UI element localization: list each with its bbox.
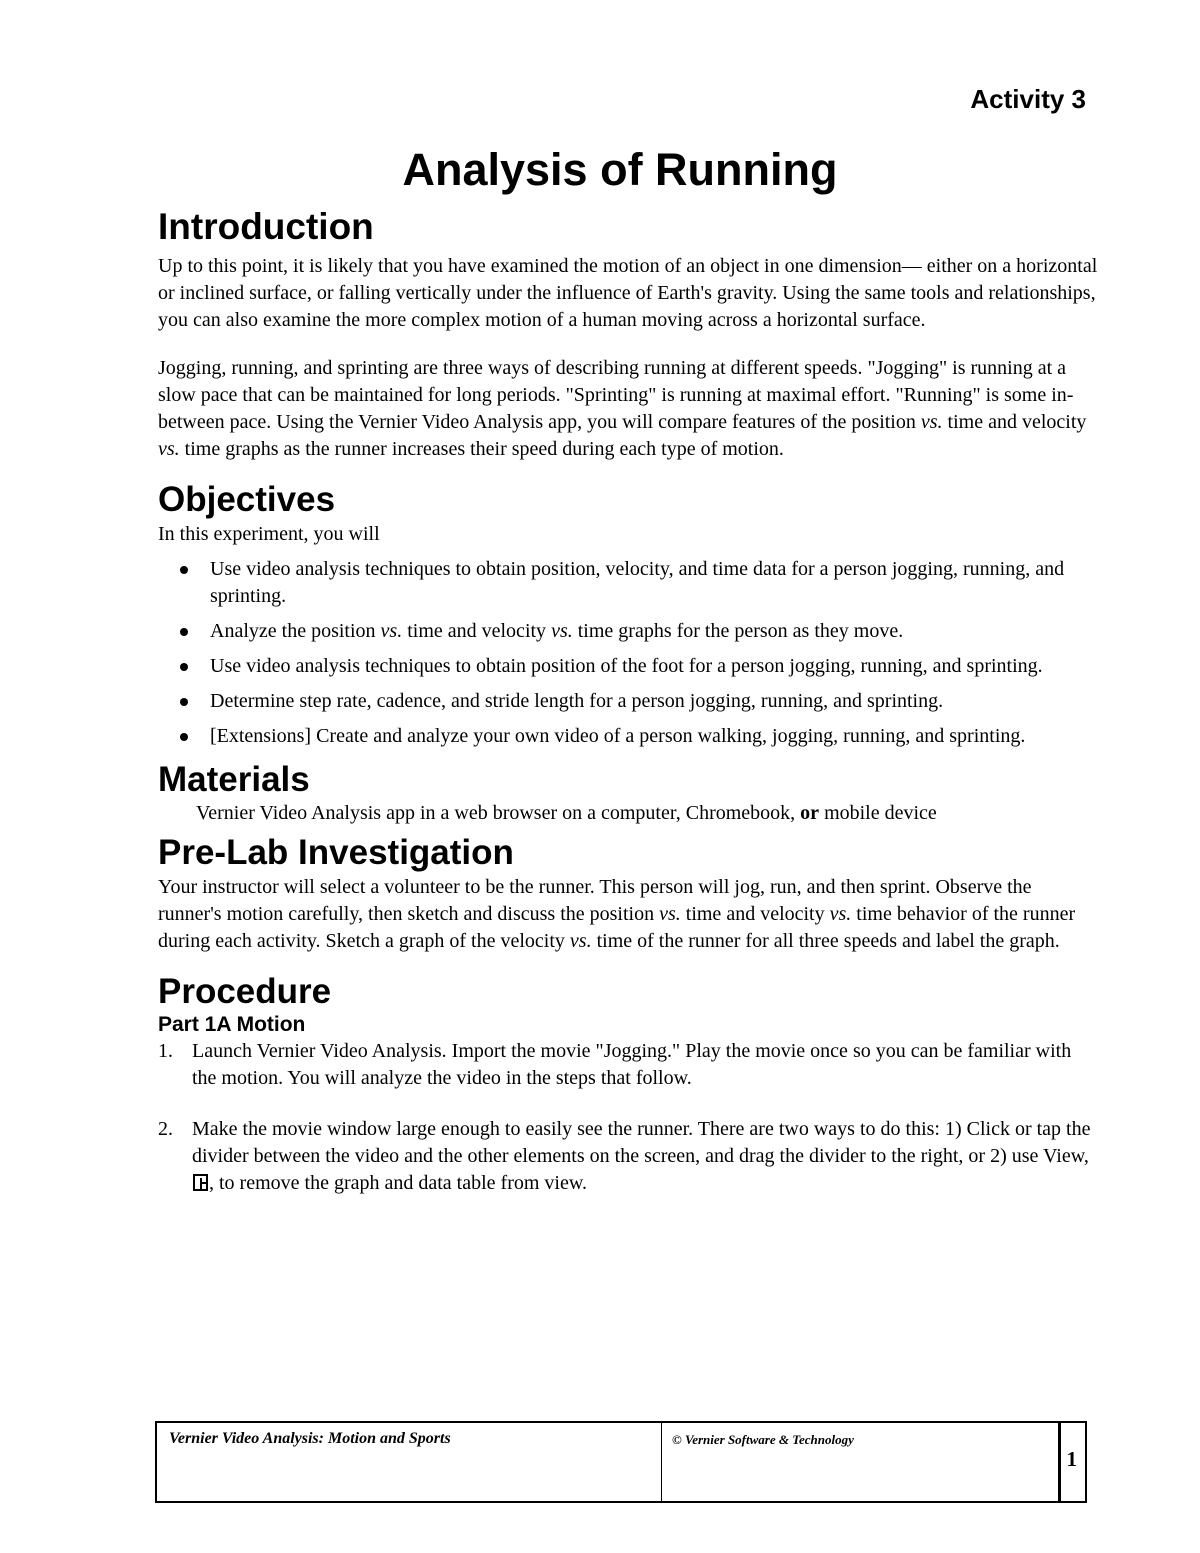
- objectives-lead: In this experiment, you will: [158, 522, 380, 545]
- footer-left-cell: [157, 1423, 662, 1501]
- list-item: 1. Launch Vernier Video Analysis. Import the movie "Jogging." Play the movie once so you can be familiar with the motion. You will analyze the video in the steps that follow.: [158, 1040, 1072, 1090]
- materials-heading: Materials: [158, 759, 310, 799]
- step-number: 2.: [158, 1118, 173, 1141]
- list-item: Analyze the position vs. time and velocity vs. time graphs for the person as they move.: [158, 618, 1098, 645]
- introduction-heading: Introduction: [158, 206, 374, 247]
- activity-label: Activity 3: [970, 84, 1086, 114]
- document-content: [158, 206, 1098, 1197]
- procedure-part-heading: Part 1A Motion: [158, 1013, 306, 1037]
- procedure-steps: [158, 1038, 1098, 1197]
- document-title: Analysis of Running: [402, 144, 838, 195]
- list-item: [Extensions] Create and analyze your own video of a person walking, jogging, running, and sprinting.: [158, 723, 1098, 750]
- list-item: Use video analysis techniques to obtain position, velocity, and time data for a person jogging, running, and sprinting.: [158, 556, 1098, 610]
- list-item: Determine step rate, cadence, and stride length for a person jogging, running, and sprinting.: [158, 688, 1098, 715]
- list-item: Use video analysis techniques to obtain position of the foot for a person jogging, running, and sprinting.: [158, 653, 1098, 680]
- bullet-icon: [180, 733, 188, 741]
- prelab-paragraph: Your instructor will select a volunteer to be the runner. This person will jog, run, and then sprint. Observe the runner's motion carefully, then sketch and discuss the position vs. time and velocity vs. time behavior of the runner during each activity. Sketch a graph of the velocity vs. time of the runner for all three speeds and label the graph.: [158, 875, 1076, 952]
- bullet-icon: [180, 566, 188, 574]
- bullet-icon: [180, 698, 188, 706]
- view-layout-icon: [193, 1174, 208, 1191]
- prelab-heading: Pre-Lab Investigation: [158, 833, 514, 873]
- materials-text: Vernier Video Analysis app in a web browser on a computer, Chromebook, or mobile device: [196, 802, 937, 825]
- objectives-heading: Objectives: [158, 479, 336, 519]
- step-number: 1.: [158, 1040, 173, 1063]
- page-number: 1: [1066, 1447, 1077, 1471]
- footer-copyright: © Vernier Software & Technology: [672, 1432, 854, 1447]
- footer-middle-cell: [662, 1423, 1061, 1501]
- bullet-icon: [180, 628, 188, 636]
- introduction-paragraph-2: Jogging, running, and sprinting are three ways of describing running at different speeds. "Jogging" is running at a slow pace that can be maintained for long periods. "Sprinting" is running at maximal effort. "Running" is some in-between pace. Using the Vernier Video Analysis app, you will compare features of the position vs. time and velocity vs. time graphs as the runner increases their speed during each type of motion.: [158, 356, 1087, 460]
- procedure-heading: Procedure: [158, 971, 332, 1011]
- objectives-list: [158, 556, 1098, 750]
- page-footer: [155, 1421, 1087, 1503]
- list-item: 2. Make the movie window large enough to easily see the runner. There are two ways to do this: 1) Click or tap the divider between the video and the other elements on the screen, and drag the divider to the right, or 2) use View, , to remove the graph and data table from view.: [158, 1118, 1091, 1195]
- footer-book-title: Vernier Video Analysis: Motion and Sports: [169, 1430, 451, 1447]
- introduction-paragraph-1: Up to this point, it is likely that you have examined the motion of an object in one dimension— either on a horizontal or inclined surface, or falling vertically under the influence of Earth's gravity. Using the same tools and relationships, you can also examine the more complex motion of a human moving across a horizontal surface.: [158, 254, 1098, 331]
- bullet-icon: [180, 663, 188, 671]
